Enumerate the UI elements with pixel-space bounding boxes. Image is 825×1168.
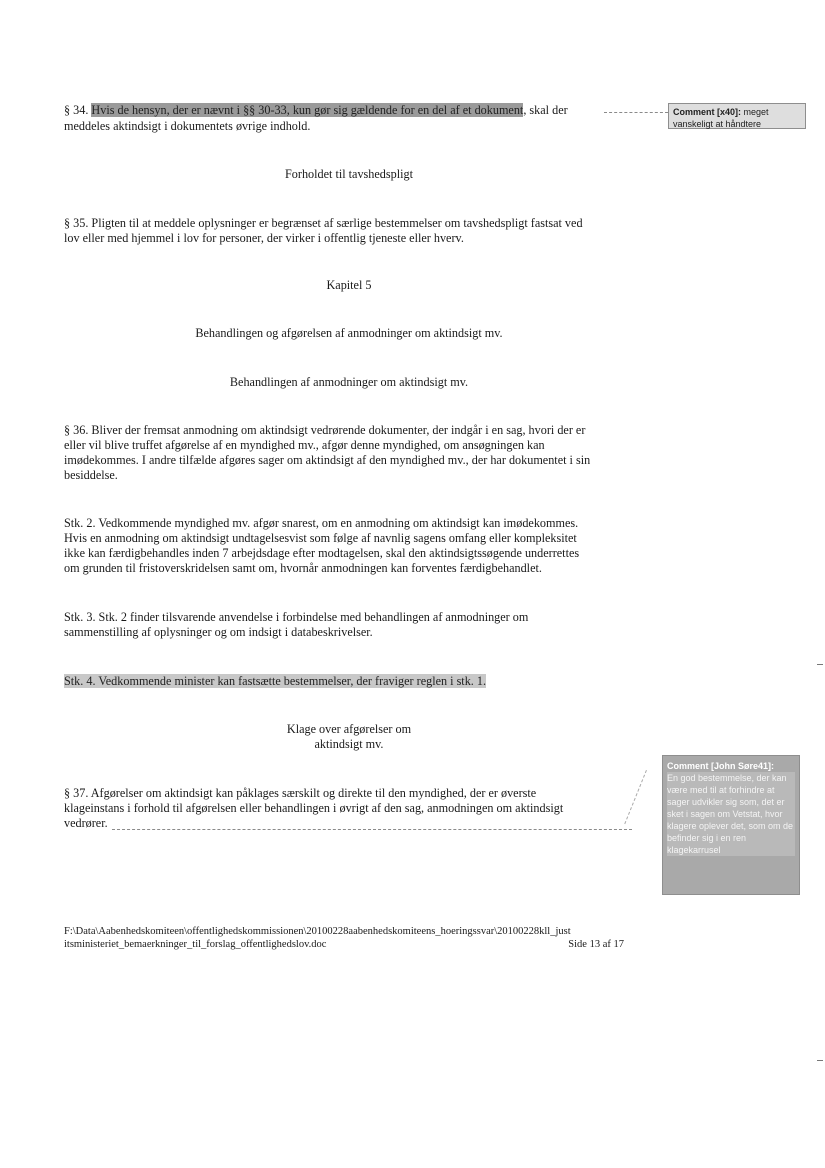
- stk2-line4: om grunden til fristoverskridelsen samt om, hvornår anmodningen kan forventes færdigbehandlet.: [64, 561, 542, 575]
- stk2-line1: Stk. 2. Vedkommende myndighed mv. afgør snarest, om en anmodning om aktindsigt kan imødekommes.: [64, 516, 579, 530]
- comment-1-body: meget vanskeligt at håndtere: [673, 107, 769, 129]
- scan-edge-mark: [817, 664, 823, 665]
- section-36-line4: besiddelse.: [64, 468, 118, 482]
- comment-connector-1: [604, 112, 668, 113]
- comment-balloon-2[interactable]: [662, 755, 800, 895]
- stk4-line: [64, 674, 624, 689]
- footer-path-line2: itsministeriet_bemaerkninger_til_forslag_offentlighedslov.doc: [64, 939, 327, 950]
- section-35-line1: § 35. Pligten til at meddele oplysninger er begrænset af særlige bestemmelser om tavshedspligt fastsat ved: [64, 216, 583, 230]
- stk2-line3: ikke kan færdigbehandles inden 7 arbejdsdage efter modtagelsen, skal den aktindsigtssøgende underrettes: [64, 546, 580, 560]
- stk3-line1: Stk. 3. Stk. 2 finder tilsvarende anvendelse i forbindelse med behandlingen af anmodninger om: [64, 610, 529, 624]
- stk3-line2: sammenstilling af oplysninger og om indsigt i databeskrivelser.: [64, 625, 373, 639]
- comment-balloon-1[interactable]: [668, 103, 806, 129]
- stk2-line2: Hvis en anmodning om aktindsigt undtagelsesvist som følge af navnlig sagens omfang eller kompleksitet: [64, 531, 577, 545]
- section-34-line1: [64, 103, 624, 118]
- heading-behandling-afgoerelse: Behandlingen og afgørelsen af anmodninger om aktindsigt mv.: [195, 326, 503, 340]
- comment-connector-2-diagonal: [624, 770, 647, 824]
- footer-page-number: Side 13 af 17: [568, 939, 624, 950]
- comment-connector-2: [112, 829, 632, 830]
- heading-behandling: Behandlingen af anmodninger om aktindsigt mv.: [229, 375, 469, 389]
- comment-1-title: Comment [x40]:: [673, 107, 742, 117]
- section-37-line2: klageinstans i forhold til afgørelsen eller behandlingen i øvrigt af den sag, anmodningen om aktindsigt: [64, 801, 564, 815]
- section-34-line2: meddeles aktindsigt i dokumentets øvrige indhold.: [64, 119, 311, 133]
- footer-path-line1: F:\Data\Aabenhedskomiteen\offentlighedskommissionen\20100228aabenhedskomiteens_hoeringssvar\20100228kll_just: [64, 926, 571, 937]
- section-35-line2: lov eller med hjemmel i lov for personer, der virker i offentlig tjeneste eller hverv.: [64, 231, 464, 245]
- section-34-highlight[interactable]: Hvis de hensyn, der er nævnt i §§ 30-33, kun gør sig gældende for en del af et dokument: [91, 103, 524, 117]
- heading-kapitel: Kapitel 5: [326, 278, 372, 292]
- comment-2-body: En god bestemmelse, der kan være med til at forhindre at sager udvikler sig som, det er sket i sagen om Vetstat, hvor klagere oplever det, som om de befinder sig i en ren klagekarrusel: [667, 773, 794, 855]
- section-34-suffix: , skal der: [523, 103, 568, 117]
- scan-edge-mark: [817, 1060, 823, 1061]
- heading-tavshedspligt: Forholdet til tavshedspligt: [285, 167, 413, 181]
- section-36-line3: imødekommes. I andre tilfælde afgøres sager om aktindsigt af den myndighed mv., der har dokumentet i sin: [64, 453, 591, 467]
- section-37-line3: vedrører.: [64, 816, 108, 830]
- footer: [64, 925, 624, 951]
- section-36-line1: § 36. Bliver der fremsat anmodning om aktindsigt vedrørende dokumenter, der indgår i en sag, hvori der er: [64, 423, 586, 437]
- comment-2-title: Comment [John Søre41]:: [667, 761, 775, 771]
- heading-klage-line1: Klage over afgørelser om: [286, 722, 412, 736]
- section-36-line2: eller vil blive truffet afgørelse af en myndighed mv., afgør denne myndighed, om ansøgningen kan: [64, 438, 545, 452]
- section-37-line1: § 37. Afgørelser om aktindsigt kan påklages særskilt og direkte til den myndighed, der er øverste: [64, 786, 537, 800]
- heading-klage-line2: aktindsigt mv.: [314, 737, 384, 751]
- stk4-highlight[interactable]: Stk. 4. Vedkommende minister kan fastsætte bestemmelser, der fraviger reglen i stk. 1.: [64, 674, 487, 688]
- section-34-prefix: § 34.: [64, 103, 92, 117]
